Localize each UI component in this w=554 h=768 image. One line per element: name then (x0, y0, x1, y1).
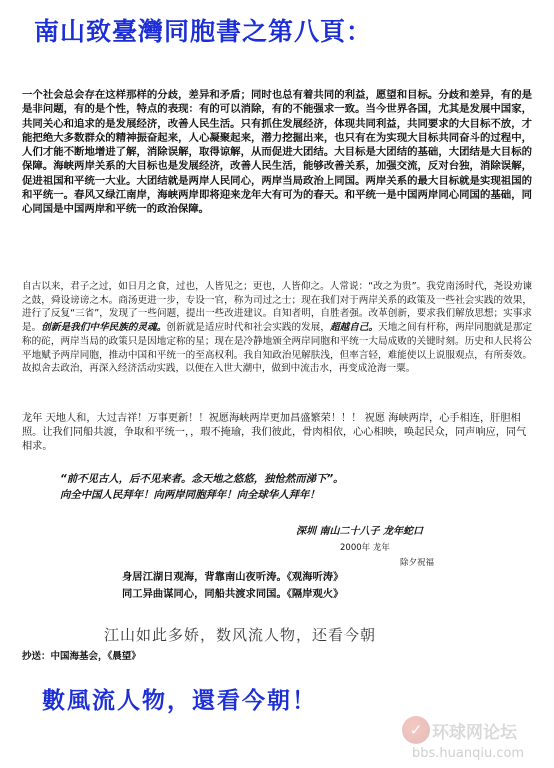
handwritten-line: 江山如此多娇，数风流人物，还看今朝 (104, 626, 377, 644)
poem-line-2: 同工异曲谋同心，同船共渡求同国。《隔岸观火》 (122, 588, 344, 600)
paragraph-2-emphasis-innovation: 创新是我们中华民族的灵魂。 (41, 322, 167, 334)
signature-author: 除夕祝福 (400, 558, 435, 568)
paragraph-2-part-e: 天地之间有杆称，两岸同胞就是那定称的砣，两岸当局的政策只是因地定称的星；现在是冷静地颁全两岸同胞和平统一大局成败的关键时刻。历史和人民将公平地赋予两岸同胞，推动中国和平统一的至高权利。我自知政治见解肤浅，但率言轻，难能使以上说服观点，有所奏效。故拟舍去政治，再深入经济活动实践，以便在入世大潮中，做到中流击水，再变成沧海一粟。 (22, 322, 533, 375)
quote-line: “前不见古人，后不见来者。念天地之悠悠，独怆然而涕下”。 (60, 473, 344, 485)
watermark-badge-icon: ✓ (402, 716, 430, 744)
watermark-url: bbs.huanqiu.com (412, 746, 525, 761)
signature-year: 2000年 龙年 (340, 543, 390, 553)
footer-slogan: 數風流人物，還看今朝！ (42, 688, 317, 714)
greeting-line: 向全中国人民拜年！向两岸同胞拜年！向全球华人拜年！ (60, 489, 320, 501)
letter-paragraph-3: 龙年 天地人和，大过吉祥！万事更新！！祝愿海峡两岸更加昌盛繁荣！！！ 祝愿 海峡两岸，心手相连，肝胆相照。让我们同船共渡，争取和平统一，，瑕不掩瑜，我们彼此，骨肉相依，心心相映，唤起民众，同声响应，同气相求。 (22, 413, 527, 452)
paragraph-2-emphasis-surpass: 超越自己。 (329, 322, 379, 334)
cc-line: 抄送：中国海基会，《晨望》 (22, 651, 141, 662)
page-title: 南山致臺灣同胞書之第八頁： (34, 17, 373, 46)
letter-paragraph-2 (22, 280, 532, 376)
letter-paragraph-1: 一个社会总会存在这样那样的分歧，差异和矛盾；同时也总有着共同的利益，愿望和目标。分歧和差异，有的是是非问题，有的是个性，特点的表现：有的可以消除，有的不能强求一致。当今世界各国，尤其是发展中国家，共同关心和追求的是发展经济，改善人民生活。只有抓住发展经济，体现共同利益，共同要求的大目标不放，才能把绝大多数群众的精神振奋起来，人心凝聚起来，潜力挖掘出来，也只有在为实现大目标共同奋斗的过程中，人们才能不断地增进了解，消除误解，取得谅解，从而促进大团结。大目标是大团结的基础，大团结是大目标的保障。海峡两岸关系的大目标也是发展经济，改善人民生活，能够改善关系，加强交流，反对台独，消除误解，促进祖国和平统一大业。大团结就是两岸人民同心，两岸当局政治上同国。两岸关系的最大目标就是实现祖国的和平统一。春风又绿江南岸，海峡两岸即将迎来龙年大有可为的春天。和平统一是中国两岸同心同国的基础，同心同国是中国两岸和平统一的政治保障。 (22, 89, 532, 216)
paragraph-2-part-a: 自古以来，君子之过，如日月之食，过也，人皆见之；更也，人皆仰之。人常说：“改之为贵”。我党南汤时代，尧设劝谏之鼓，舜设谤谤之木。商汤更进一步，专设一官，称为司过之士；现在我们对于两岸关系的政策及一些社会实践的效果，进行了反复“三省”，发现了一些问题，提出一些改进建议。自知者明，自胜者强。改革创新，要求我们解放思想；实事求是。 (22, 281, 532, 334)
watermark-name: 环球网论坛 (432, 723, 517, 743)
signature-place: 深圳 南山二十八子 龙年蛇口 (296, 526, 423, 537)
watermark-logo (402, 714, 554, 768)
paragraph-2-part-c: 创新就是适应时代和社会实践的发展， (166, 322, 330, 334)
poem-line-1: 身居江湖日观海，背靠南山夜听涛。《观海听涛》 (122, 571, 344, 583)
